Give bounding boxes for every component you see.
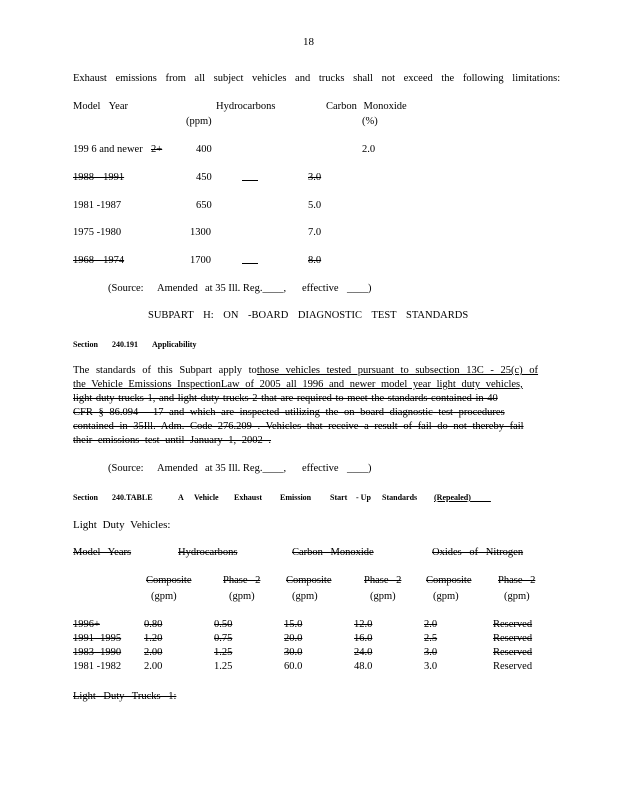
para-line: contained in 35Ill. Adm. Code 276.209 . Vehicles that receive a result of fail do not thereby fail (73, 421, 524, 432)
table-cell: Reserved (493, 619, 533, 630)
section-word: Standards (382, 493, 418, 502)
para-line: The standards of this Subpart apply tothose vehicles tested pursuant to subsection 13C - 25(c) of (73, 365, 539, 376)
para-line: CFR § 86.094 - 17 and which are inspected utilizing the on board diagnostic test procedures (73, 407, 505, 418)
subheader: Composite (146, 575, 192, 586)
source-amended: Amended (157, 463, 198, 474)
unit-label: (gpm) (292, 591, 318, 602)
header-co-unit: (%) (362, 116, 378, 127)
table-cell: 1.25 (214, 647, 233, 658)
section-word: Vehicle (194, 493, 219, 502)
section-label: Section (73, 340, 98, 349)
table-row-year: 1983 -1990 (73, 647, 122, 658)
unit-label: (gpm) (504, 591, 530, 602)
limits-row-hc: 400 (196, 144, 212, 155)
table-cell: 15.0 (284, 619, 303, 630)
table-cell: Reserved (493, 661, 533, 672)
limits-row-co: 2.0 (362, 144, 376, 155)
limits-row-year: 199 6 and newer (73, 144, 143, 155)
table-cell: 1.25 (214, 661, 233, 672)
limits-row-hc: 1300 (190, 227, 211, 238)
unit-label: (gpm) (151, 591, 177, 602)
page-number: 18 (303, 36, 314, 48)
section-word: Start (330, 493, 348, 502)
subheader: Composite (286, 575, 332, 586)
table-cell: 2.0 (424, 619, 438, 630)
group-header: Oxides of Nitrogen (432, 547, 524, 558)
header-hc-unit: (ppm) (186, 116, 212, 127)
source-close: ____) (347, 463, 372, 474)
subheader: Phase 2 (223, 575, 261, 586)
repealed-label: (Repealed) (434, 493, 471, 502)
section-word: Emission (280, 493, 312, 502)
ldv-label: Light Duty Vehicles: (73, 519, 171, 531)
table-cell: 2.00 (144, 647, 163, 658)
limits-row-year: 1981 -1987 (73, 200, 122, 211)
limits-row-co: 7.0 (308, 227, 322, 238)
header-hydrocarbons: Hydrocarbons (216, 101, 276, 112)
limits-row-hc: 1700 (190, 255, 211, 266)
table-cell: Reserved (493, 633, 533, 644)
table-cell: 20.0 (284, 633, 303, 644)
section-word: Exhaust (234, 493, 263, 502)
subheader: Composite (426, 575, 472, 586)
limits-row-year: 1988 -1991 (73, 172, 125, 183)
source-effective: effective (302, 463, 339, 474)
section-word: A (178, 493, 184, 502)
para-line: light duty trucks 1, and light duty trucks 2 that are required to meet the standards contained in 40 (73, 393, 498, 404)
source-reg: at 35 Ill. Reg.____, (205, 283, 287, 294)
table-cell: 12.0 (354, 619, 373, 630)
section-title: Applicability (152, 340, 197, 349)
section-word: - Up (356, 493, 371, 502)
subheader: Phase 2 (364, 575, 402, 586)
intro-text: Exhaust emissions from all subject vehicles and trucks shall not exceed the following limitations: (73, 73, 561, 84)
section-number: 240.191 (112, 340, 138, 349)
limits-row-co: 5.0 (308, 200, 322, 211)
table-cell: 16.0 (354, 633, 373, 644)
table-cell: 3.0 (424, 647, 438, 658)
unit-label: (gpm) (433, 591, 459, 602)
table-cell: 0.75 (214, 633, 233, 644)
table-cell: 1.20 (144, 633, 163, 644)
limits-row-co: 3.0 (308, 172, 322, 183)
limits-row-year: 1968 -1974 (73, 255, 125, 266)
unit-label: (gpm) (229, 591, 255, 602)
section-number: 240.TABLE (112, 493, 153, 502)
limits-row-struck: 2+ (151, 144, 163, 155)
table-cell: 0.50 (214, 619, 233, 630)
source-effective: effective (302, 283, 339, 294)
ldt-label: Light Duty Trucks 1: (73, 691, 177, 702)
subheader: Phase 2 (498, 575, 536, 586)
unit-label: (gpm) (370, 591, 396, 602)
table-cell: 60.0 (284, 661, 303, 672)
header-model-year: Model Year (73, 101, 128, 112)
section-label: Section (73, 493, 98, 502)
table-row-year: 1991 -1995 (73, 633, 122, 644)
blank-rule (242, 180, 258, 181)
para-line: the Vehicle Emissions InspectionLaw of 2005 all 1996 and newer model year light duty vehicles, (73, 379, 523, 390)
table-cell: Reserved (493, 647, 533, 658)
source-label: (Source: (108, 463, 144, 474)
table-cell: 2.00 (144, 661, 163, 672)
header-carbon-monoxide: Carbon Monoxide (326, 101, 407, 112)
source-amended: Amended (157, 283, 198, 294)
group-header: Carbon Monoxide (292, 547, 374, 558)
source-close: ____) (347, 283, 372, 294)
table-cell: 3.0 (424, 661, 438, 672)
table-row-year: 1996+ (73, 619, 100, 630)
table-cell: 30.0 (284, 647, 303, 658)
limits-row-co: 8.0 (308, 255, 322, 266)
source-reg: at 35 Ill. Reg.____, (205, 463, 287, 474)
source-label: (Source: (108, 283, 144, 294)
subpart-title: SUBPART H: ON -BOARD DIAGNOSTIC TEST STANDARDS (148, 310, 469, 321)
blank-rule (242, 263, 258, 264)
limits-row-hc: 450 (196, 172, 212, 183)
group-header: Model Years (73, 547, 132, 558)
table-cell: 2.5 (424, 633, 438, 644)
group-header: Hydrocarbons (178, 547, 238, 558)
limits-row-hc: 650 (196, 200, 212, 211)
table-row-year: 1981 -1982 (73, 661, 122, 672)
table-cell: 48.0 (354, 661, 373, 672)
limits-row-year: 1975 -1980 (73, 227, 122, 238)
para-line: their emissions test until January 1, 2002 . (73, 435, 272, 446)
table-cell: 24.0 (354, 647, 373, 658)
table-cell: 0.80 (144, 619, 163, 630)
